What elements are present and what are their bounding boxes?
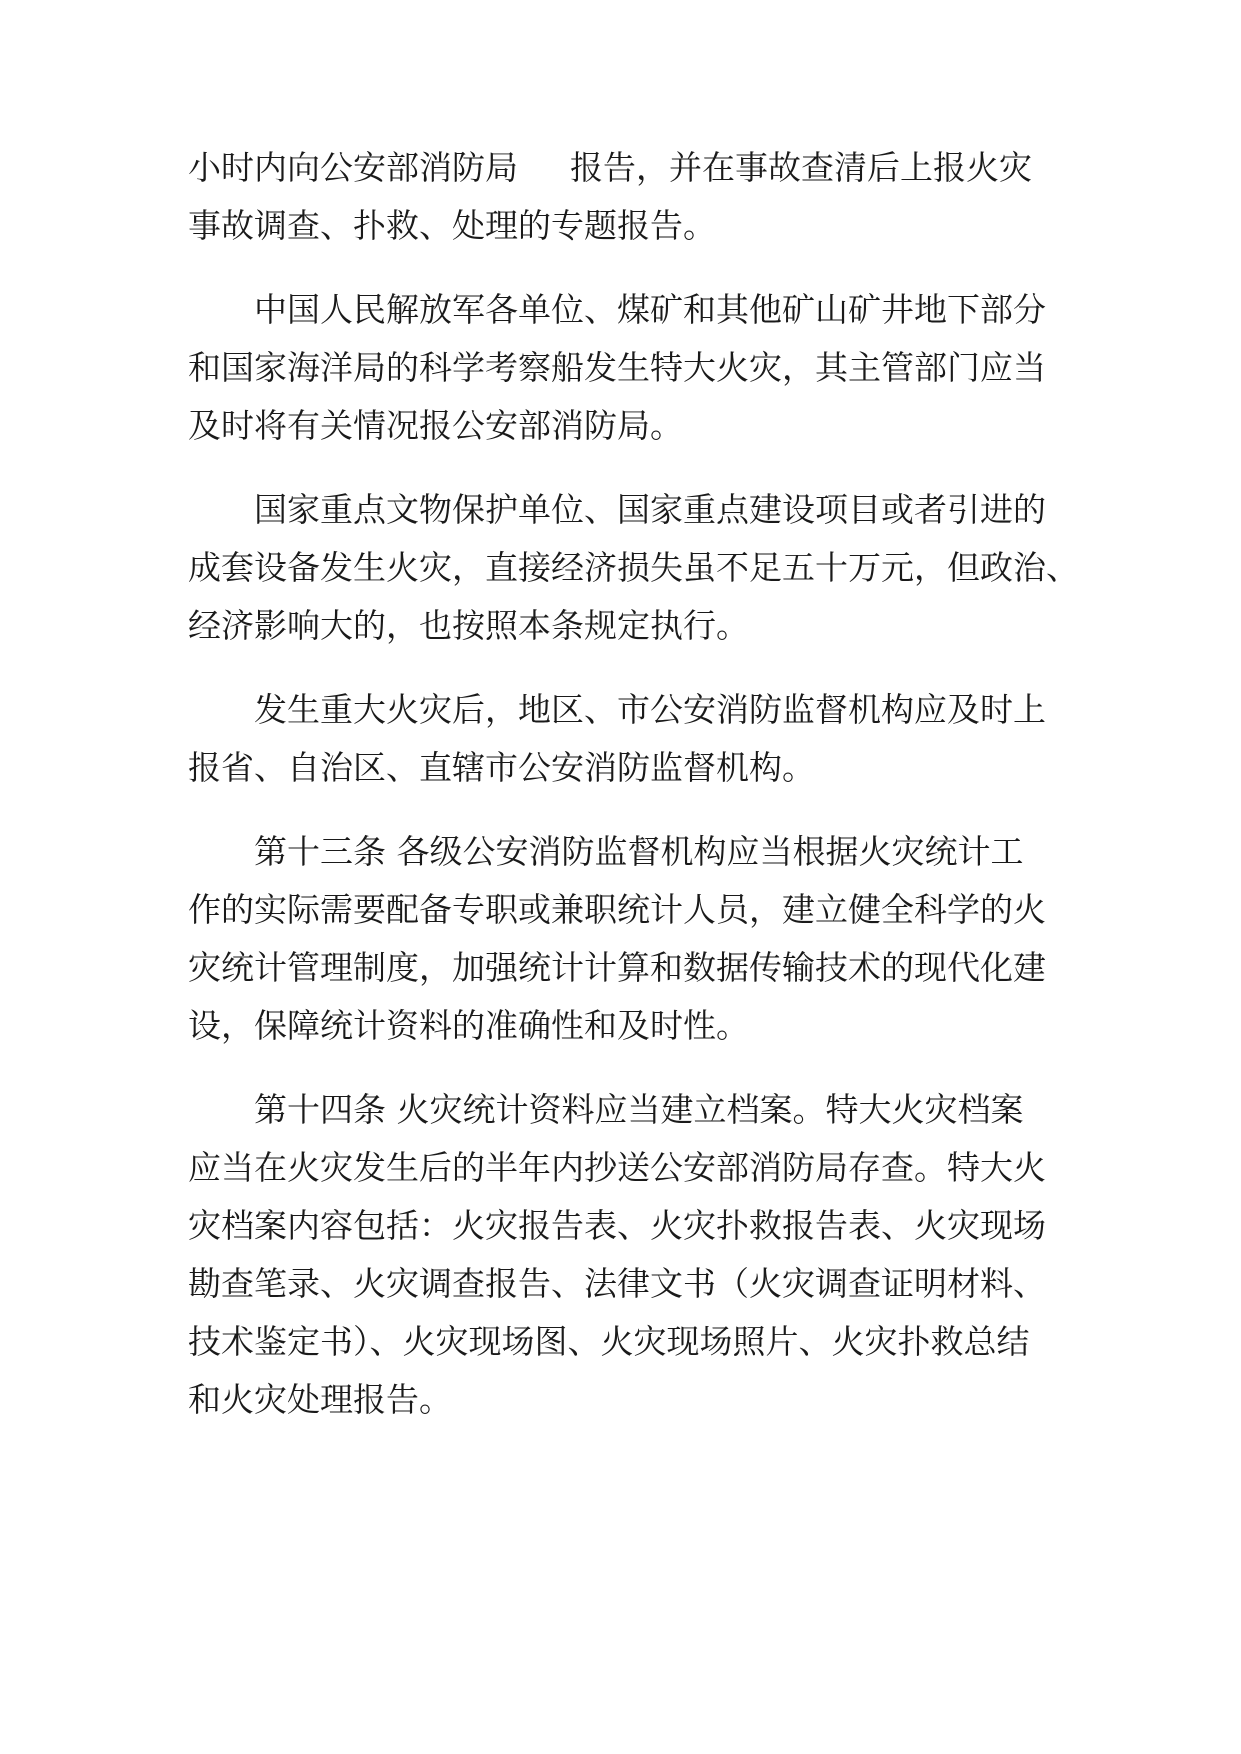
article-14-line-3: 灾档案内容包括：火灾报告表、火灾扑救报告表、火灾现场 [188,1206,1046,1245]
paragraph-3-line-1: 国家重点文物保护单位、国家重点建设项目或者引进的 [254,490,1046,529]
article-14-line-6: 和火灾处理报告。 [188,1380,452,1419]
paragraph-3-line-2: 成套设备发生火灾，直接经济损失虽不足五十万元，但政治、 [188,548,1079,587]
article-13-line-2: 作的实际需要配备专职或兼职统计人员，建立健全科学的火 [188,890,1046,929]
article-14-line-1: 第十四条 火灾统计资料应当建立档案。特大火灾档案 [254,1090,1024,1129]
paragraph-1-line-1 [188,143,1032,193]
article-14-line-4: 勘查笔录、火灾调查报告、法律文书（火灾调查证明材料、 [188,1264,1046,1303]
paragraph-2-line-2: 和国家海洋局的科学考察船发生特大火灾，其主管部门应当 [188,348,1046,387]
article-14-line-2: 应当在火灾发生后的半年内抄送公安部消防局存查。特大火 [188,1148,1046,1187]
paragraph-1-line-1-part-b: 报告，并在事故查清后上报火灾 [570,148,1032,187]
article-13-line-3: 灾统计管理制度，加强统计计算和数据传输技术的现代化建 [188,948,1046,987]
paragraph-1-line-1-part-a: 小时内向公安部消防局 [188,148,518,187]
article-13-line-1: 第十三条 各级公安消防监督机构应当根据火灾统计工 [254,832,1024,871]
paragraph-1-line-2: 事故调查、扑救、处理的专题报告。 [188,206,716,245]
paragraph-2-line-1: 中国人民解放军各单位、煤矿和其他矿山矿井地下部分 [254,290,1046,329]
article-13-line-4: 设，保障统计资料的准确性和及时性。 [188,1006,749,1045]
paragraph-2-line-3: 及时将有关情况报公安部消防局。 [188,406,683,445]
paragraph-4-line-2: 报省、自治区、直辖市公安消防监督机构。 [188,748,815,787]
paragraph-3-line-3: 经济影响大的，也按照本条规定执行。 [188,606,749,645]
paragraph-4-line-1: 发生重大火灾后，地区、市公安消防监督机构应及时上 [254,690,1046,729]
article-14-line-5: 技术鉴定书）、火灾现场图、火灾现场照片、火灾扑救总结 [188,1322,1030,1361]
